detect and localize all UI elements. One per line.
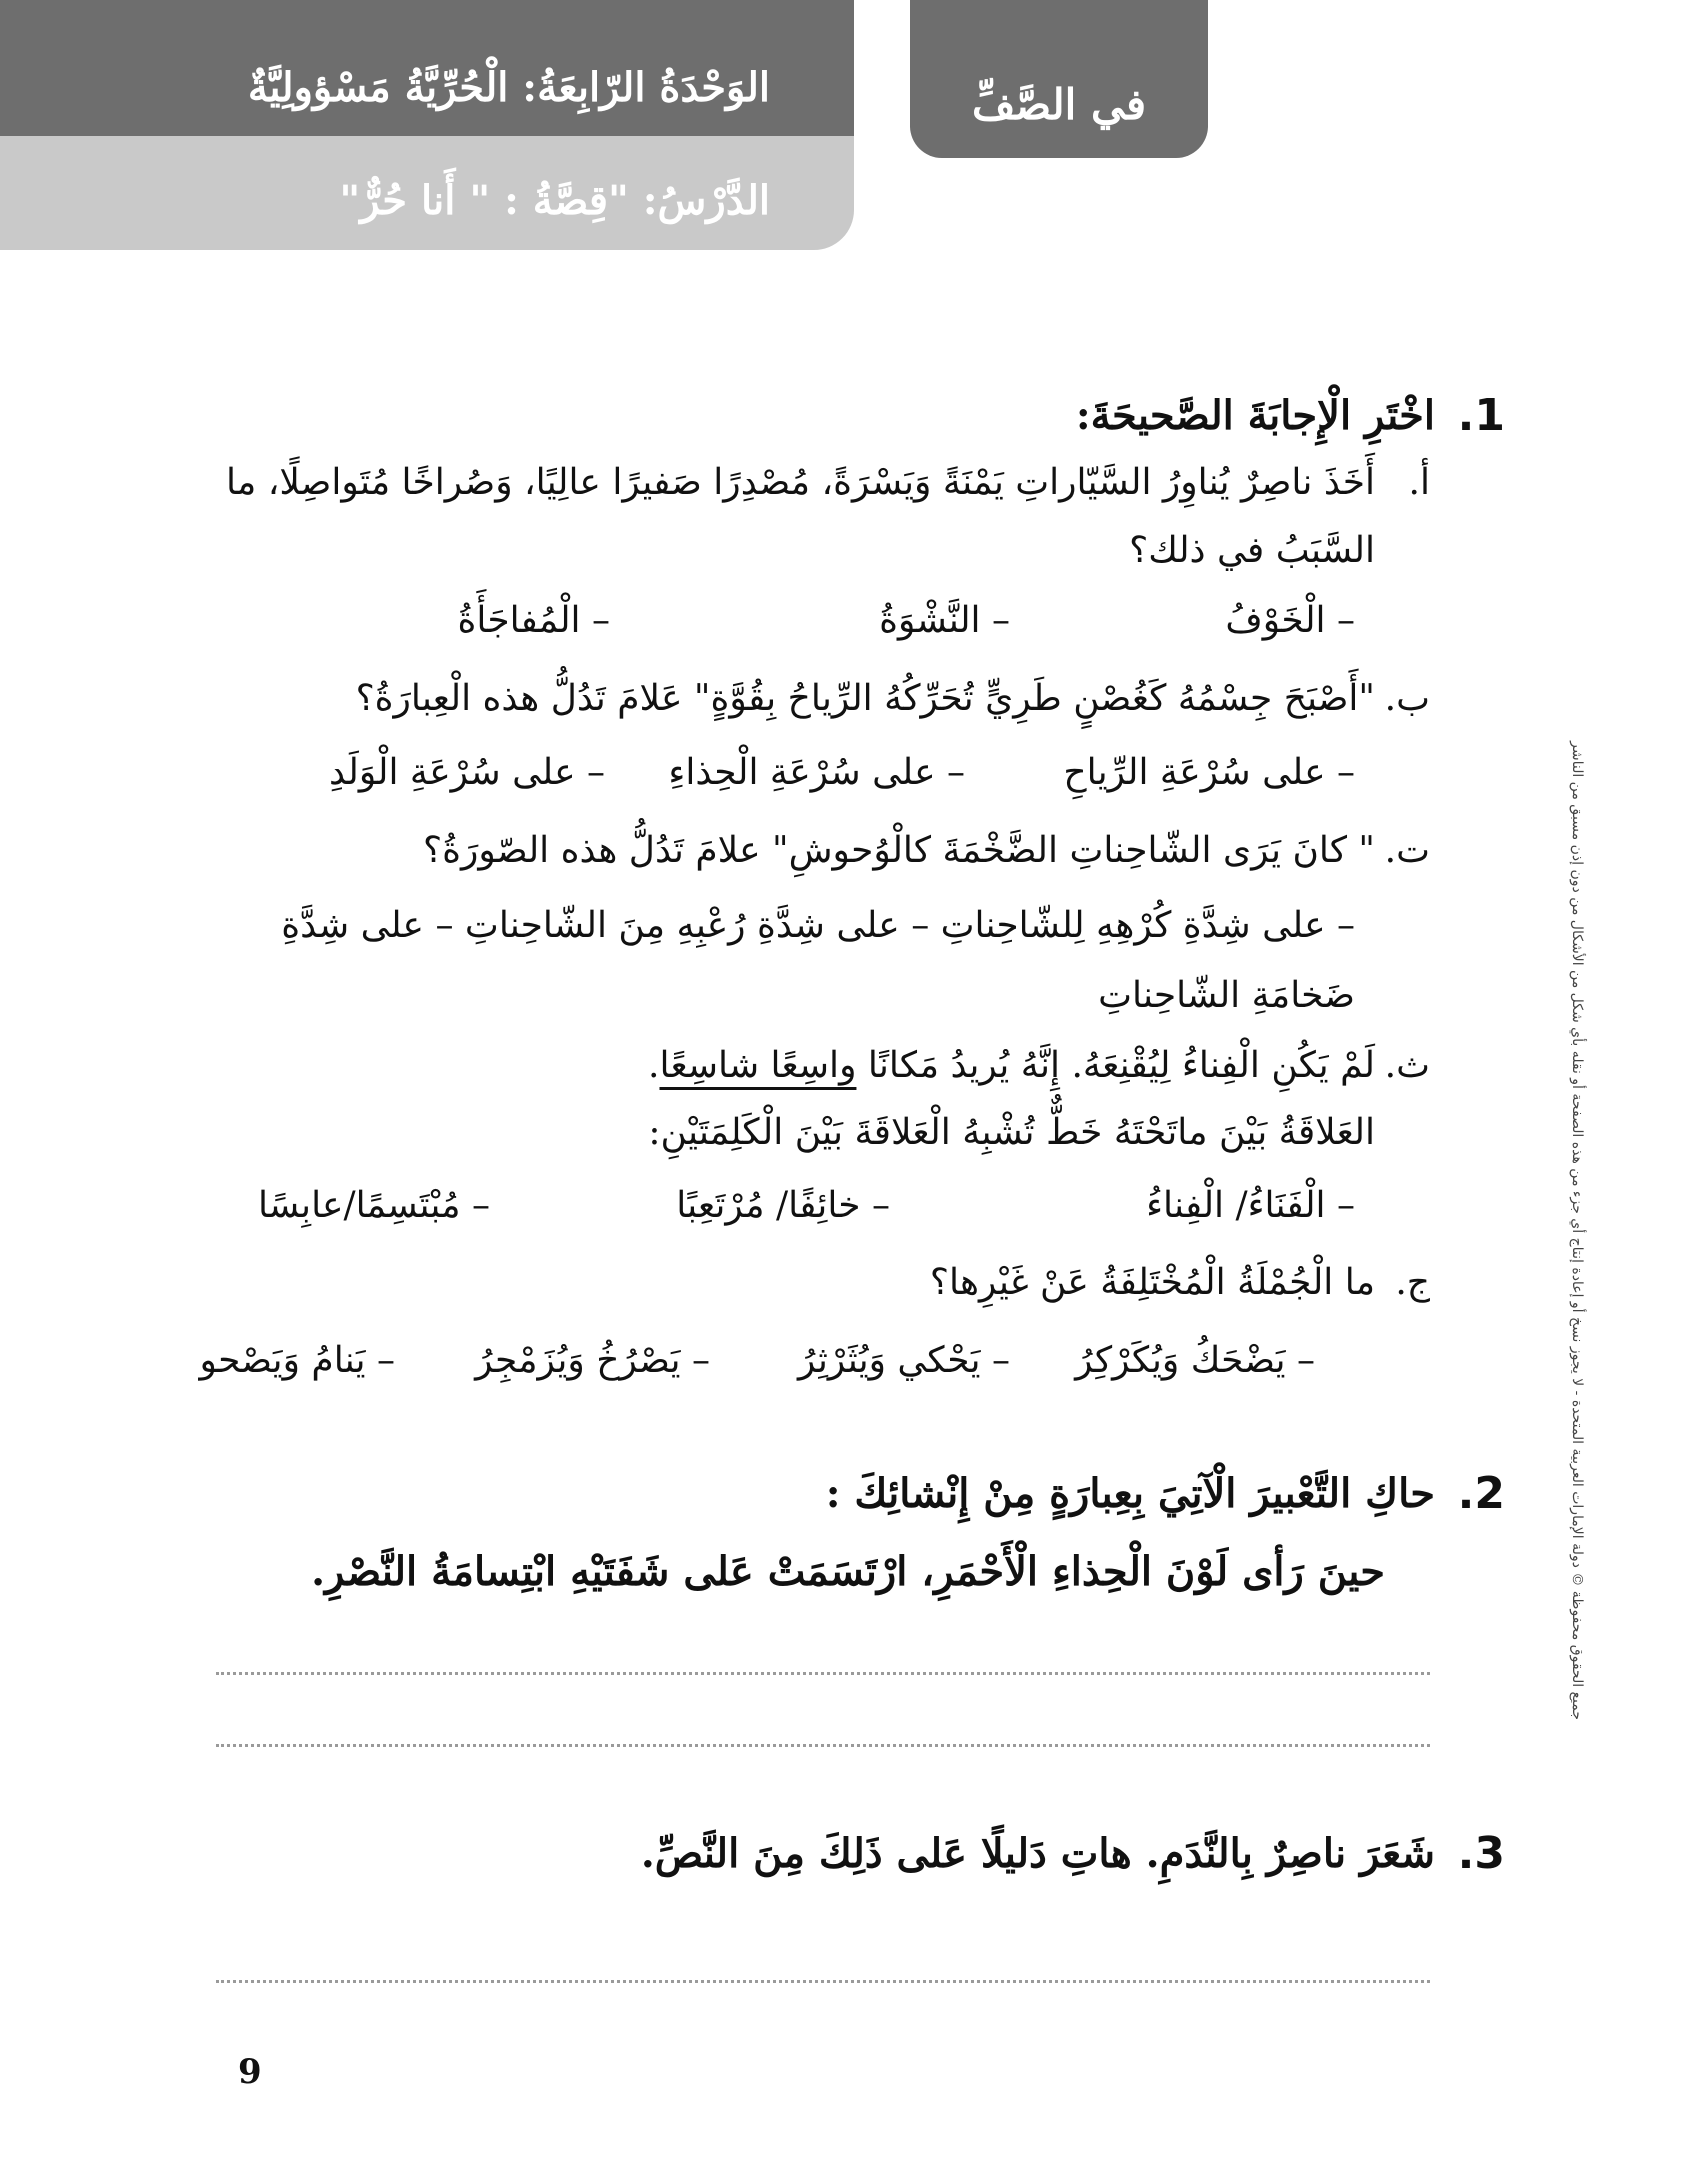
item-j-letter: ج. — [1395, 1262, 1430, 1303]
item-b-option-3: – على سُرْعَةِ الْوَلَدِ — [329, 752, 605, 793]
item-j-option-1: – يَضْحَكُ وَيُكَرْكِرُ — [1075, 1340, 1315, 1381]
answer-line-1[interactable] — [216, 1672, 1430, 1675]
question-3-title: شَعَرَ ناصِرٌ بِالنَّدَمِ. هاتِ دَليلًا عَلى ذَلِكَ مِنَ النَّصِّ. — [640, 1830, 1435, 1877]
question-1-title: اخْتَرِ الْإِجابَةَ الصَّحيحَةَ: — [1075, 392, 1435, 439]
answer-line-3[interactable] — [216, 1980, 1430, 1983]
lesson-title: الدَّرْسُ: "قِصَّةُ : " أَنا حُرٌّ" — [339, 177, 770, 224]
item-a-letter: أ. — [1408, 462, 1430, 503]
item-j-text-line1: ما الْجُمْلَةُ الْمُخْتَلِفَةُ عَنْ غَيْرِها؟ — [929, 1262, 1375, 1303]
item-j-option-2: – يَحْكي وَيُثَرْثِرُ — [797, 1340, 1010, 1381]
item-a-option-3: – الْمُفاجَأَةُ — [457, 600, 610, 641]
item-a-option-2: – النَّشْوَةُ — [879, 600, 1010, 641]
question-2-title: حاكِ التَّعْبيرَ الْآتِيَ بِعِبارَةٍ مِنْ إِنْشائِكَ : — [825, 1470, 1435, 1517]
class-tab: في الصَّفِّ — [910, 0, 1208, 158]
item-th-option-3: – مُبْتَسِمًا/عابِسًا — [257, 1185, 490, 1226]
item-j-option-4: – يَنامُ وَيَصْحو — [199, 1340, 395, 1381]
item-t-text-line3: ضَخامَةِ الشّاحِناتِ — [1098, 975, 1355, 1016]
item-t-text-line2: – على شِدَّةِ كُرْهِهِ لِلشّاحِناتِ – على شِدَّةِ رُعْبِهِ مِنَ الشّاحِناتِ – على شِدَّةِ — [281, 905, 1355, 946]
item-th-underlined-words: واسِعًا شاسِعًا — [659, 1045, 857, 1086]
item-th-text-line2: العَلاقَةُ بَيْنَ ماتَحْتَهُ خَطٌّ تُشْبِهُ الْعَلاقَةَ بَيْنَ الْكَلِمَتَيْنِ: — [648, 1112, 1375, 1153]
question-3-number: 3. — [1457, 1828, 1505, 1879]
item-a-text-line1: أَخَذَ ناصِرٌ يُناوِرُ السَّيّاراتِ يَمْنَةً وَيَسْرَةً، مُصْدِرًا صَفيرًا عالِيًا، وَصُراخًا مُتَواصِلًا، ما — [226, 462, 1375, 503]
item-b-option-1: – على سُرْعَةِ الرِّياحِ — [1063, 752, 1355, 793]
unit-title: الوَحْدَةُ الرّابِعَةُ: الْحُرِّيَّةُ مَسْؤولِيَّةٌ — [247, 64, 770, 111]
copyright-side-note: جميع الحقوق محفوظة © دولة الإمارات العربية المتحدة - لا يجوز نسخ أو إعادة إنتاج أي جزء من هذه الصفحة أو نقله بأي شكل من الأشكال من دون إذن مسبق من الناشر — [1569, 741, 1585, 1720]
item-t-text-line1: " كانَ يَرَى الشّاحِناتِ الضَّخْمَةَ كالْوُحوشِ" علامَ تَدُلُّ هذه الصّورَةُ؟ — [423, 830, 1375, 871]
item-th-text-post: . — [648, 1045, 660, 1086]
item-th-text-line1 — [648, 1045, 1375, 1086]
item-th-letter: ث. — [1384, 1045, 1430, 1086]
item-t-letter: ت. — [1384, 830, 1430, 871]
question-2-number: 2. — [1457, 1468, 1505, 1519]
item-b-letter: ب. — [1384, 678, 1430, 719]
answer-line-2[interactable] — [216, 1744, 1430, 1747]
item-th-text-pre: لَمْ يَكُنِ الْفِناءُ لِيُقْنِعَهُ. إِنَّهُ يُريدُ مَكانًا — [856, 1045, 1375, 1086]
item-j-option-3: – يَصْرُخُ وَيُزَمْجِرُ — [475, 1340, 710, 1381]
question-1-number: 1. — [1457, 390, 1505, 441]
item-a-text-line2: السَّبَبُ في ذلك؟ — [1129, 530, 1375, 571]
item-a-option-1: – الْخَوْفُ — [1225, 600, 1355, 641]
item-b-text-line1: "أَصْبَحَ جِسْمُهُ كَغُصْنٍ طَرِيٍّ تُحَرِّكُهُ الرِّياحُ بِقُوَّةٍ" عَلامَ تَدُلُّ هذه الْعِبارَةُ؟ — [355, 678, 1375, 719]
item-b-option-2: – على سُرْعَةِ الْحِذاءِ — [668, 752, 965, 793]
question-2-model-sentence: حينَ رَأى لَوْنَ الْحِذاءِ الْأَحْمَرِ، ارْتَسَمَتْ عَلى شَفَتَيْهِ ابْتِسامَةُ النَّصْرِ. — [311, 1548, 1385, 1595]
item-th-option-1: – الْفَنَاءُ/ الْفِناءُ — [1146, 1185, 1355, 1226]
item-th-option-2: – خائِفًا/ مُرْتَعِبًا — [676, 1185, 890, 1226]
page-number: 9 — [238, 2052, 262, 2092]
